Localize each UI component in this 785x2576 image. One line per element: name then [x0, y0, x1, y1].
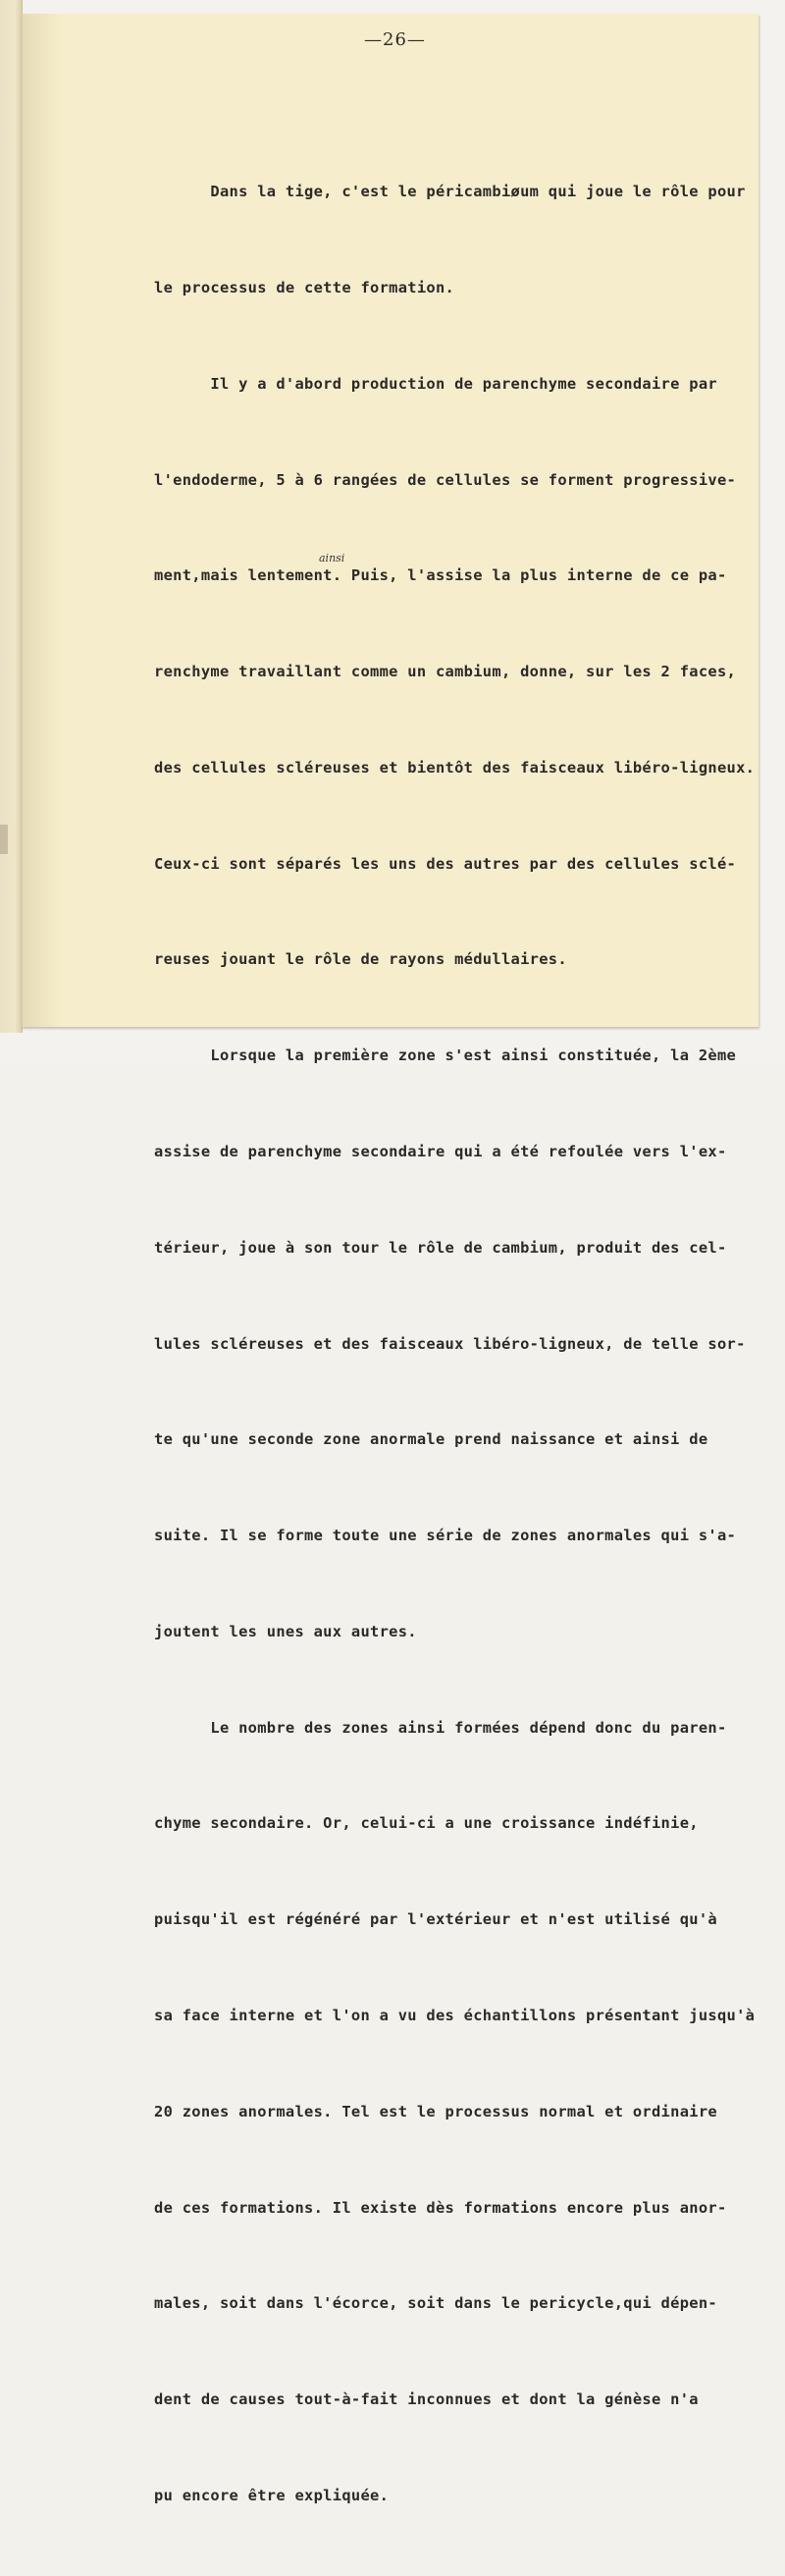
text-line: lules scléreuses et des faisceaux libéro-ligneux, de telle sor- — [154, 1334, 746, 1353]
text-line: 20 zones anormales. Tel est le processus normal et ordinaire — [154, 2102, 717, 2120]
text-line: reuses jouant le rôle de rayons médullaires. — [154, 950, 567, 969]
text-line: renchyme travaillant comme un cambium, donne, sur les 2 faces, — [154, 663, 737, 681]
text-line: Ceux-ci sont séparés les uns des autres par des cellules sclé- — [154, 854, 737, 873]
text-line: ment,mais lentement. Puis, l'assise la plus interne de ce pa- — [154, 566, 727, 585]
text-line: puisqu'il est régénéré par l'extérieur et n'est utilisé qu'à — [154, 1910, 717, 1929]
text-line: Le nombre des zones ainsi formées dépend donc du paren- — [154, 1718, 727, 1737]
text-line: le processus de cette formation. — [154, 278, 455, 296]
text-line: des cellules scléreuses et bientôt des faisceaux libéro-ligneux. — [154, 758, 756, 777]
body-text — [154, 112, 782, 2576]
text-line: te qu'une seconde zone anormale prend naissance et ainsi de — [154, 1430, 708, 1449]
text-line: assise de parenchyme secondaire qui a été refoulée vers l'ex- — [154, 1143, 727, 1160]
text-line: suite. Il se forme toute une série de zones anormales qui s'a- — [154, 1527, 737, 1545]
text-line: chyme secondaire. Or, celui-ci a une croissance indéfinie, — [154, 1814, 699, 1833]
document-page — [22, 14, 759, 2504]
text-line: Dans la tige, c'est le péricambiøum qui joue le rôle pour — [154, 183, 746, 201]
text-line: sa face interne et l'on a vu des échantillons présentant jusqu'à — [154, 2007, 756, 2025]
previous-page-edge — [0, 0, 23, 1033]
text-line: joutent les unes aux autres. — [154, 1622, 417, 1640]
text-line: l'endoderme, 5 à 6 rangées de cellules se forment progressive- — [154, 470, 737, 489]
text-line: dent de causes tout-à-fait inconnues et dont la génèse n'a — [154, 2390, 699, 2409]
text-line: pu encore être expliquée. — [154, 2486, 390, 2504]
bleed-mark — [0, 825, 8, 854]
text-line: Lorsque la première zone s'est ainsi constituée, la 2ème — [154, 1046, 737, 1065]
page-number: —26— — [364, 29, 426, 50]
text-line: de ces formations. Il existe dès formations encore plus anor- — [154, 2198, 727, 2217]
text-line: males, soit dans l'écorce, soit dans le pericycle,qui dépen- — [154, 2294, 717, 2313]
text-line: Il y a d'abord production de parenchyme secondaire par — [154, 374, 717, 393]
handwritten-insert: ainsi — [319, 552, 345, 564]
text-line: térieur, joue à son tour le rôle de cambium, produit des cel- — [154, 1238, 727, 1257]
